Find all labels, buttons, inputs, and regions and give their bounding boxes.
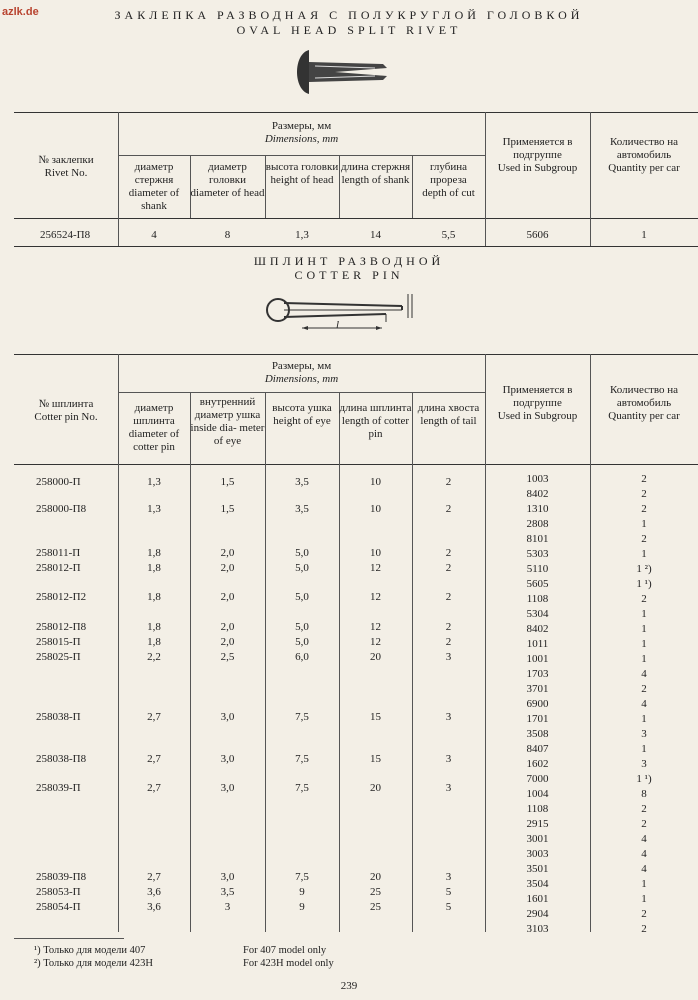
cotter-usage-quantity: 2 bbox=[641, 923, 647, 935]
cotter-tail-length: 2 bbox=[445, 591, 452, 603]
cotter-part-number: 258012-П2 bbox=[36, 591, 87, 603]
cotter-eye-diameter: 2,0 bbox=[220, 547, 235, 559]
cotter-length: 12 bbox=[370, 636, 381, 648]
cotter-usage-subgroup: 1004 bbox=[526, 788, 549, 800]
cotter-diameter: 2,7 bbox=[147, 711, 161, 723]
cotter-usage-quantity: 4 bbox=[641, 863, 647, 875]
rivet-col-cut-depth: глубина прореза depth of cut bbox=[422, 161, 475, 199]
cotter-eye-height: 7,5 bbox=[295, 711, 309, 723]
rivet-row-head-diameter: 8 bbox=[224, 229, 231, 241]
cotter-eye-height: 3,5 bbox=[295, 503, 309, 515]
cotter-usage-quantity: 2 bbox=[641, 593, 647, 605]
cotter-usage-quantity: 1 bbox=[641, 743, 647, 755]
cotter-usage-subgroup: 5110 bbox=[526, 563, 549, 575]
rivet-title-en: OVAL HEAD SPLIT RIVET bbox=[236, 23, 462, 37]
cotter-eye-diameter: 2,0 bbox=[220, 562, 235, 574]
cotter-part-number: 258000-П bbox=[36, 476, 81, 488]
rivet-dims-header: Размеры, мм Dimensions, mm bbox=[264, 120, 339, 145]
rivet-row-shank-diameter: 4 bbox=[151, 229, 157, 241]
cotter-usage-subgroup: 8407 bbox=[526, 743, 549, 755]
cotter-eye-diameter: 2,0 bbox=[220, 591, 235, 603]
cotter-usage-subgroup: 3001 bbox=[526, 833, 549, 845]
cotter-usage-quantity: 3 bbox=[641, 758, 647, 770]
rivet-col-subgroup: Применяется в подгруппе Used in Subgroup bbox=[497, 136, 578, 174]
cotter-part-number: 258025-П bbox=[36, 651, 81, 663]
cotter-eye-height: 9 bbox=[299, 901, 305, 913]
cotter-eye-diameter: 2,0 bbox=[220, 636, 235, 648]
rivet-drawing bbox=[295, 46, 395, 98]
cotter-part-number: 258038-П bbox=[36, 711, 81, 723]
cotter-diameter: 1,8 bbox=[147, 591, 161, 603]
cotter-dims-header: Размеры, мм Dimensions, mm bbox=[264, 360, 339, 385]
cotter-tail-length: 3 bbox=[445, 753, 452, 765]
cotter-eye-height: 5,0 bbox=[295, 547, 309, 559]
cotter-title-ru: ШПЛИНТ РАЗВОДНОЙ bbox=[253, 254, 445, 268]
cotter-diameter: 1,3 bbox=[147, 503, 161, 515]
cotter-eye-height: 7,5 bbox=[295, 871, 309, 883]
cotter-usage-subgroup: 3003 bbox=[526, 848, 549, 860]
cotter-usage-subgroup: 1701 bbox=[526, 713, 549, 725]
cotter-eye-height: 6,0 bbox=[295, 651, 309, 663]
cotter-usage-subgroup: 1001 bbox=[526, 653, 549, 665]
cotter-diameter: 2,7 bbox=[147, 753, 161, 765]
cotter-diameter: 3,6 bbox=[147, 901, 161, 913]
cotter-tail-length: 3 bbox=[445, 871, 452, 883]
cotter-usage-quantity: 1 bbox=[641, 608, 647, 620]
cotter-usage-quantity: 4 bbox=[641, 848, 647, 860]
cotter-title-en: COTTER PIN bbox=[294, 268, 404, 282]
cotter-usage-quantity: 8 bbox=[641, 788, 647, 800]
cotter-usage-quantity: 1 bbox=[641, 878, 647, 890]
cotter-col-tail-length: длина хвоста length of tail bbox=[417, 402, 480, 427]
cotter-eye-diameter: 2,0 bbox=[220, 621, 235, 633]
cotter-usage-quantity: 1 bbox=[641, 638, 647, 650]
cotter-usage-subgroup: 6900 bbox=[526, 698, 549, 710]
site-watermark: azlk.de bbox=[2, 6, 39, 18]
cotter-usage-quantity: 1 bbox=[641, 893, 647, 905]
cotter-diameter: 1,8 bbox=[147, 621, 161, 633]
cotter-usage-quantity: 1 bbox=[641, 623, 647, 635]
cotter-col-eye-height: высота ушка height of eye bbox=[272, 402, 332, 427]
cotter-usage-subgroup: 1602 bbox=[526, 758, 549, 770]
cotter-part-number: 258053-П bbox=[36, 886, 81, 898]
rivet-row-subgroup: 5606 bbox=[526, 229, 549, 241]
cotter-usage-quantity: 2 bbox=[641, 818, 647, 830]
cotter-usage-quantity: 2 bbox=[641, 803, 647, 815]
cotter-usage-quantity: 4 bbox=[641, 668, 647, 680]
cotter-length: 20 bbox=[370, 871, 381, 883]
cotter-usage-quantity: 2 bbox=[641, 908, 647, 920]
cotter-col-length: длина шплинта length of cotter pin bbox=[339, 402, 412, 440]
cotter-eye-height: 5,0 bbox=[295, 591, 309, 603]
cotter-col-quantity: Количество на автомобиль Quantity per car bbox=[608, 384, 680, 422]
cotter-part-number: 258039-П bbox=[36, 782, 81, 794]
cotter-part-number: 258015-П bbox=[36, 636, 81, 648]
cotter-usage-quantity: 4 bbox=[641, 833, 647, 845]
cotter-tail-length: 2 bbox=[445, 476, 452, 488]
cotter-usage-quantity: 2 bbox=[641, 683, 647, 695]
cotter-usage-quantity: 2 bbox=[641, 488, 647, 500]
rivet-row-cut-depth: 5,5 bbox=[441, 229, 456, 241]
cotter-col-subgroup: Применяется в подгруппе Used in Subgroup bbox=[497, 384, 578, 422]
cotter-tail-length: 5 bbox=[445, 886, 452, 898]
cotter-col-diameter: диаметр шплинта diameter of cotter pin bbox=[128, 402, 180, 453]
cotter-length: 10 bbox=[370, 547, 381, 559]
cotter-eye-diameter: 3,0 bbox=[220, 782, 235, 794]
cotter-col-number: № шплинта Cotter pin No. bbox=[34, 398, 98, 423]
cotter-eye-height: 9 bbox=[299, 886, 305, 898]
rivet-row-shank-length: 14 bbox=[370, 229, 381, 241]
cotter-pin-drawing bbox=[262, 288, 422, 338]
rivet-title-ru: ЗАКЛЕПКА РАЗВОДНАЯ С ПОЛУКРУГЛОЙ ГОЛОВКОЙ bbox=[114, 8, 584, 22]
cotter-usage-quantity: 1 bbox=[641, 653, 647, 665]
cotter-eye-height: 5,0 bbox=[295, 636, 309, 648]
cotter-length: 12 bbox=[370, 621, 381, 633]
cotter-usage-quantity: 1 ¹) bbox=[636, 773, 652, 785]
cotter-usage-subgroup: 8402 bbox=[526, 488, 549, 500]
rivet-col-head-height: высота головки height of head bbox=[265, 161, 339, 186]
cotter-part-number: 258054-П bbox=[36, 901, 81, 913]
footnote-1-en: For 407 model only bbox=[243, 945, 327, 956]
cotter-eye-height: 5,0 bbox=[295, 621, 309, 633]
cotter-usage-subgroup: 1703 bbox=[526, 668, 549, 680]
cotter-diameter: 2,2 bbox=[147, 651, 161, 663]
cotter-usage-subgroup: 1011 bbox=[526, 638, 549, 650]
cotter-tail-length: 5 bbox=[445, 901, 452, 913]
cotter-length: 10 bbox=[370, 476, 381, 488]
rivet-row-head-height: 1,3 bbox=[295, 229, 309, 241]
cotter-usage-subgroup: 3701 bbox=[526, 683, 549, 695]
rivet-col-shank-length: длина стержня length of shank bbox=[340, 161, 411, 186]
cotter-eye-diameter: 1,5 bbox=[220, 476, 235, 488]
cotter-eye-diameter: 3,0 bbox=[220, 711, 235, 723]
cotter-diameter: 3,6 bbox=[147, 886, 161, 898]
cotter-tail-length: 2 bbox=[445, 547, 452, 559]
cotter-usage-quantity: 4 bbox=[641, 698, 647, 710]
cotter-part-number: 258039-П8 bbox=[36, 871, 87, 883]
cotter-diameter: 1,8 bbox=[147, 547, 161, 559]
cotter-usage-subgroup: 1108 bbox=[526, 803, 549, 815]
cotter-part-number: 258012-П bbox=[36, 562, 81, 574]
cotter-usage-quantity: 1 bbox=[641, 548, 647, 560]
cotter-diameter: 1,8 bbox=[147, 562, 161, 574]
cotter-length: 10 bbox=[370, 503, 381, 515]
cotter-usage-subgroup: 1108 bbox=[526, 593, 549, 605]
cotter-usage-subgroup: 3508 bbox=[526, 728, 549, 740]
cotter-length: 12 bbox=[370, 562, 381, 574]
page-number: 239 bbox=[340, 980, 358, 992]
cotter-length: 25 bbox=[370, 886, 381, 898]
cotter-eye-diameter: 2,5 bbox=[220, 651, 235, 663]
cotter-usage-quantity: 3 bbox=[641, 728, 647, 740]
cotter-usage-quantity: 1 bbox=[641, 713, 647, 725]
cotter-eye-height: 5,0 bbox=[295, 562, 309, 574]
cotter-usage-subgroup: 2915 bbox=[526, 818, 549, 830]
cotter-usage-subgroup: 3504 bbox=[526, 878, 549, 890]
footnote-1: ¹) Только для модели 407 bbox=[34, 945, 146, 956]
rivet-row-quantity: 1 bbox=[641, 229, 647, 241]
cotter-usage-quantity: 2 bbox=[641, 533, 647, 545]
cotter-tail-length: 2 bbox=[445, 562, 452, 574]
cotter-usage-subgroup: 5304 bbox=[526, 608, 549, 620]
cotter-length: 15 bbox=[370, 711, 381, 723]
cotter-part-number: 258038-П8 bbox=[36, 753, 87, 765]
cotter-part-number: 258012-П8 bbox=[36, 621, 87, 633]
cotter-usage-quantity: 2 bbox=[641, 473, 647, 485]
cotter-usage-quantity: 1 ²) bbox=[636, 563, 652, 575]
cotter-usage-subgroup: 5303 bbox=[526, 548, 549, 560]
cotter-usage-subgroup: 8101 bbox=[526, 533, 549, 545]
cotter-col-eye-diameter: внутренний диаметр ушка inside dia- meter of eye bbox=[190, 396, 265, 447]
cotter-length: 20 bbox=[370, 651, 381, 663]
cotter-tail-length: 3 bbox=[445, 782, 452, 794]
cotter-usage-subgroup: 7000 bbox=[526, 773, 549, 785]
cotter-usage-quantity: 1 ¹) bbox=[636, 578, 652, 590]
cotter-length-label: l bbox=[336, 319, 340, 331]
cotter-part-number: 258000-П8 bbox=[36, 503, 87, 515]
cotter-tail-length: 2 bbox=[445, 636, 452, 648]
rivet-col-shank-diameter: диаметр стержня diameter of shank bbox=[128, 161, 180, 212]
cotter-usage-quantity: 2 bbox=[641, 503, 647, 515]
cotter-tail-length: 2 bbox=[445, 621, 452, 633]
cotter-diameter: 1,8 bbox=[147, 636, 161, 648]
cotter-tail-length: 3 bbox=[445, 711, 452, 723]
rivet-col-quantity: Количество на автомобиль Quantity per car bbox=[608, 136, 680, 174]
cotter-usage-subgroup: 1601 bbox=[526, 893, 549, 905]
cotter-usage-subgroup: 3501 bbox=[526, 863, 549, 875]
cotter-length: 12 bbox=[370, 591, 381, 603]
rivet-row-number: 256524-П8 bbox=[40, 229, 91, 241]
cotter-usage-subgroup: 1003 bbox=[526, 473, 549, 485]
cotter-tail-length: 2 bbox=[445, 503, 452, 515]
cotter-length: 15 bbox=[370, 753, 381, 765]
cotter-usage-quantity: 1 bbox=[641, 518, 647, 530]
cotter-length: 25 bbox=[370, 901, 381, 913]
cotter-diameter: 2,7 bbox=[147, 782, 161, 794]
cotter-part-number: 258011-П bbox=[36, 547, 81, 559]
cotter-eye-height: 3,5 bbox=[295, 476, 309, 488]
rivet-col-head-diameter: диаметр головки diameter of head bbox=[190, 161, 265, 199]
cotter-usage-subgroup: 5605 bbox=[526, 578, 549, 590]
rivet-col-number: № заклепки Rivet No. bbox=[38, 154, 94, 179]
cotter-eye-diameter: 3,5 bbox=[220, 886, 235, 898]
footnote-2-en: For 423H model only bbox=[243, 958, 334, 969]
cotter-usage-subgroup: 2808 bbox=[526, 518, 549, 530]
cotter-eye-diameter: 3,0 bbox=[220, 753, 235, 765]
cotter-eye-height: 7,5 bbox=[295, 753, 309, 765]
cotter-eye-diameter: 3 bbox=[224, 901, 231, 913]
cotter-eye-height: 7,5 bbox=[295, 782, 309, 794]
cotter-usage-subgroup: 8402 bbox=[526, 623, 549, 635]
cotter-tail-length: 3 bbox=[445, 651, 452, 663]
cotter-usage-subgroup: 3103 bbox=[526, 923, 549, 935]
cotter-eye-diameter: 1,5 bbox=[220, 503, 235, 515]
cotter-usage-subgroup: 2904 bbox=[526, 908, 549, 920]
cotter-usage-subgroup: 1310 bbox=[526, 503, 549, 515]
cotter-eye-diameter: 3,0 bbox=[220, 871, 235, 883]
footnote-2: ²) Только для модели 423Н bbox=[34, 958, 153, 969]
cotter-diameter: 2,7 bbox=[147, 871, 161, 883]
cotter-diameter: 1,3 bbox=[147, 476, 161, 488]
cotter-length: 20 bbox=[370, 782, 381, 794]
